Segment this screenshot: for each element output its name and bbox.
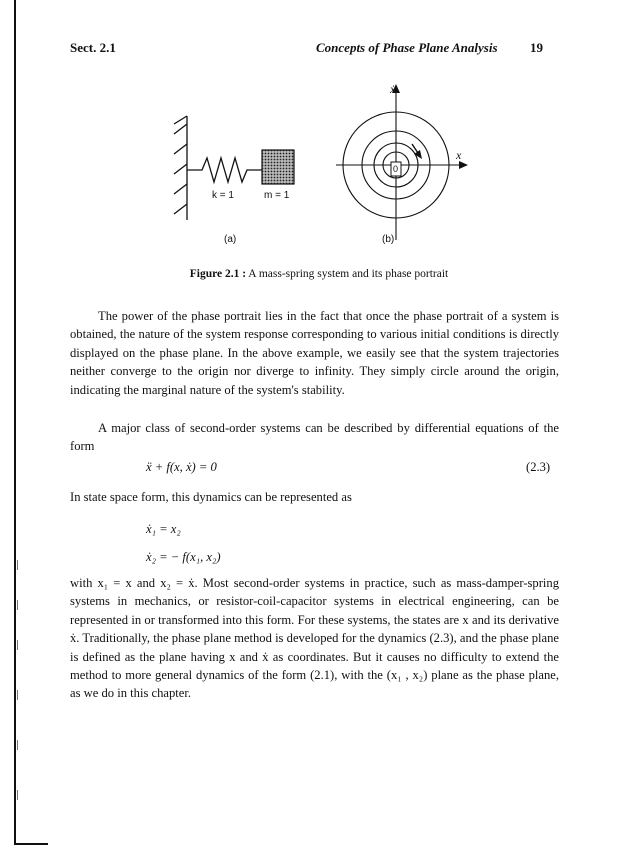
figure-caption: [0, 268, 638, 280]
margin-mark: [17, 790, 18, 800]
x-axis-label: x: [456, 148, 462, 162]
direction-arrowhead: [414, 150, 422, 159]
margin-mark: [17, 690, 18, 700]
panel-b-label: (b): [382, 234, 395, 245]
mass-block: [262, 150, 294, 184]
caption-prefix: Figure 2.1 :: [189, 268, 247, 280]
spring: [187, 158, 262, 182]
wall: [174, 116, 187, 220]
paragraph-1: The power of the phase portrait lies in the fact that once the phase portrait of a system is obtained, the nature of the system response corresponding to various initial conditions is directly displayed on the phase plane. In the above example, we easily see that the system trajectories neither converge to the origin nor diverge to infinity. They simply circle around the origin, indicating the marginal nature of the system's stability.: [70, 309, 559, 397]
section-label: Sect. 2.1: [70, 40, 116, 55]
y-axis-label: ẋ: [390, 82, 396, 96]
state-equation-1: ẋ₁ = x₂: [146, 522, 181, 536]
margin-mark: [17, 560, 18, 570]
margin-mark: [17, 640, 18, 650]
paragraph-3: In state space form, this dynamics can be represented as: [70, 490, 352, 504]
margin-mark: [17, 600, 18, 610]
spring-constant-label: k = 1: [212, 190, 234, 201]
binding-edge: [14, 0, 16, 845]
page-number: 19: [530, 40, 543, 55]
state-equation-2: ẋ₂ = − f(x₁, x₂): [146, 550, 221, 564]
origin-label: 0: [393, 164, 399, 174]
paragraph-4: with x₁ = x and x₂ = ẋ. Most second-order systems in practice, such as mass-damper-spring systems in mechanics, or resistor-coil-capacitor systems in electrical engineering, can be represented in or transformed into this form. For these systems, the states are x and its derivative ẋ. Traditionally, the phase plane method is developed for the dynamics (2.3), and the phase plane is defined as the plane having x and ẋ as coordinates. But it causes no difficulty to extend the method to more general dynamics of the form (2.1), with the (x₁ , x₂) plane as the phase plane, as we do in this chapter.: [70, 576, 559, 701]
equation-number: (2.3): [526, 460, 551, 474]
mass-label: m = 1: [264, 190, 290, 201]
figure-drawing: [150, 68, 490, 278]
margin-mark: [17, 740, 18, 750]
figure-2-1: [150, 68, 490, 278]
paragraph-2: A major class of second-order systems can be described by differential equations of the form: [70, 421, 559, 454]
panel-a-label: (a): [224, 234, 237, 245]
equation-2-3: ẍ + f(x, ẋ) = 0: [146, 460, 217, 474]
binding-edge-foot: [14, 843, 48, 845]
chapter-title: Concepts of Phase Plane Analysis: [316, 40, 498, 55]
caption-text: A mass-spring system and its phase portrait: [246, 268, 449, 280]
